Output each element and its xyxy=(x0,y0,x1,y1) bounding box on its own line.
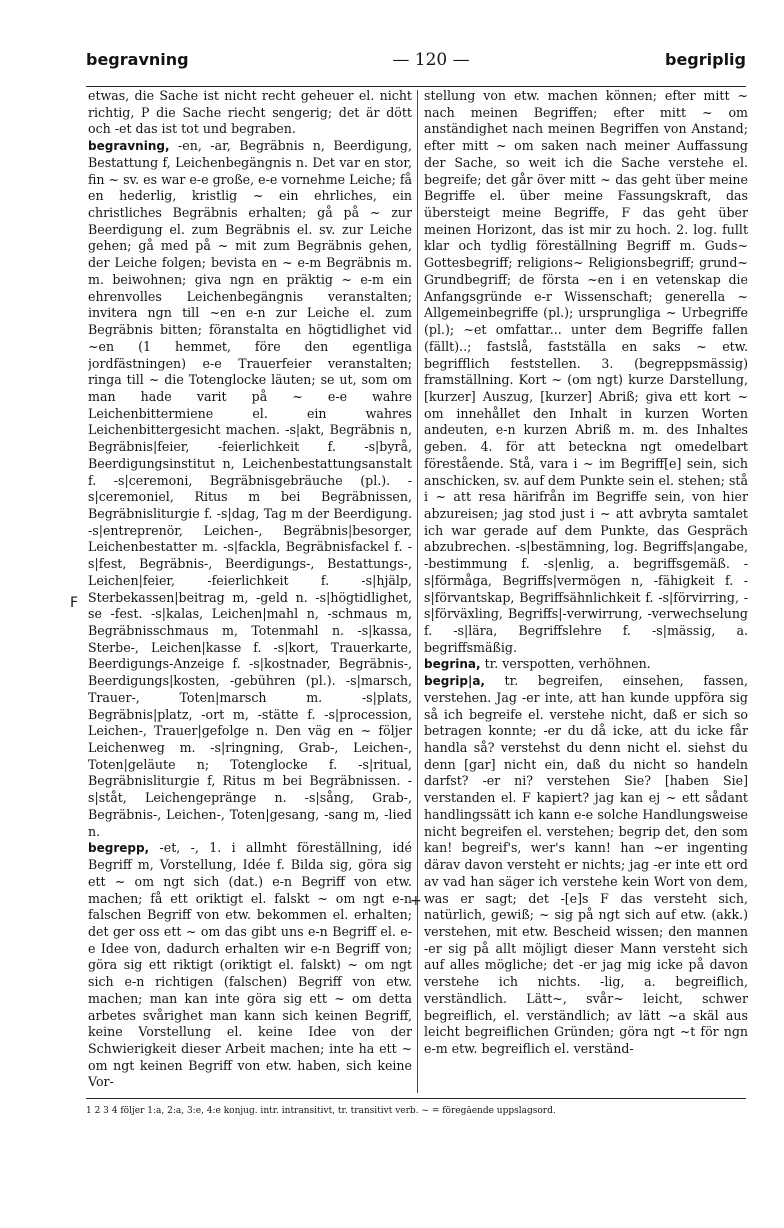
dictionary-entry xyxy=(88,88,412,138)
dictionary-entry xyxy=(424,673,748,1058)
abbreviation-key-footer: 1 2 3 4 följer 1:a, 2:a, 3:e, 4:e konjug. intr. intransitivt, tr. transitivt verb. ~ = föregående uppslagsord. xyxy=(86,1106,556,1116)
entry-text: etwas, die Sache ist nicht recht geheuer el. nicht richtig, P die Sache riecht sengerig; det är dött och -et das ist tot und begraben. xyxy=(88,88,412,137)
dictionary-entry xyxy=(424,656,748,673)
page-header xyxy=(86,46,746,82)
dictionary-entry xyxy=(88,840,412,1091)
margin-mark-right: + xyxy=(410,893,422,909)
header-rule xyxy=(86,86,746,87)
column-divider xyxy=(417,90,418,1093)
entry-text: tr. verspotten, verhöhnen. xyxy=(484,656,651,672)
left-column xyxy=(88,88,412,1096)
footer-rule xyxy=(86,1098,746,1099)
header-guide-word-left: begravning xyxy=(86,50,189,69)
entry-text: -et, -, 1. i allmht föreställning, idé Begriff m, Vorstellung, Idée f. Bilda sig, göra sig ett ~ om ngt sich (dat.) e-n Begriff von etw. machen; få ett oriktigt el. falskt ~ om ngt e-n falschen Begriff von etw. bekommen el. erhalten; det ger oss ett ~ om das gibt uns e-n Begriff el. e-e Idee von, dadurch erhalten wir e-n Begriff von; göra sig ett riktigt (oriktigt el. falskt) ~ om ngt sich e-n richtigen (falschen) Begriff von etw. machen; man kan inte göra sig ett ~ om detta arbetes svårighet man kann sich keinen Begriff, keine Vorstellung el. keine Idee von der Schwierigkeit dieser Arbeit machen; inte ha ett ~ om ngt keinen Begriff von etw. haben, sich keine Vor- xyxy=(88,840,412,1090)
header-page-number: — 120 — xyxy=(392,50,470,70)
entry-headword: begrip|a, xyxy=(424,674,485,689)
entry-text: tr. begreifen, einsehen, fassen, verstehen. Jag -er inte, att han kunde uppföra sig så ich begreife el. verstehe nicht, daß er sich so betragen konnte; -er du då icke, att du icke får handla så? verstehst du denn nicht el. siehst du denn [gar] nicht ein, daß du nicht so handeln darfst? -er ni? verstehen Sie? [haben Sie] verstanden el. F kapiert? jag kan ej ~ ett sådant handlingssätt ich kann e-e solche Handlungsweise nicht begreifen el. verstehen; begrip det, den som kan! begreif's, wer's kann! han ~er ingenting därav davon versteht er nichts; jag -er inte ett ord av vad han säger ich verstehe kein Wort von dem, was er sagt; det -[e]s F das versteht sich, natürlich, gewiß; ~ sig på ngt sich auf etw. (akk.) verstehen, mit etw. Bescheid wissen; den mannen -er sig på allt möjligt dieser Mann versteht sich auf alles mögliche; det -er jag mig icke på davon verstehe ich nichts. -lig, a. begreiflich, verständlich. Lätt~, svår~ leicht, schwer begreiflich, el. verständlich; av lätt ~a skäl aus leicht begreiflichen Gründen; göra ngt ~t för ngn e-m etw. begreiflich el. verständ- xyxy=(424,673,748,1056)
right-column xyxy=(424,88,748,1096)
entry-text: stellung von etw. machen können; efter mitt ~ nach meinen Begriffen; efter mitt ~ om anständighet nach meinen Begriffen von Anstand; efter mitt ~ om saken nach meiner Auffassung der Sache, so weit ich die Sache verstehe el. begreife; det går över mitt ~ das geht über meine Begriffe el. über meine Fassungskraft, das übersteigt meine Begriffe, F das geht über meinen Horizont, das ist mir zu hoch. 2. log. fullt klar och tydlig föreställning Begriff m. Guds~ Gottesbegriff; religions~ Religionsbegriff; grund~ Grundbegriff; de första ~en i en vetenskap die Anfangsgründe e-r Wissenschaft; generella ~ Allgemeinbegriffe (pl.); ursprungliga ~ Urbegriffe (pl.); ~et omfattar... unter dem Begriffe fallen (fällt)..; fastslå, fastställa en saks ~ etw. begrifflich feststellen. 3. (begreppsmässig) framställning. Kort ~ (om ngt) kurze Darstellung, [kurzer] Auszug, [kurzer] Abriß; giva ett kort ~ om innehållet den Inhalt in kurzen Worten andeuten, e-n kurzen Abriß m. m. des Inhaltes geben. 4. för att beteckna ngt omedelbart förestående. Stå, vara i ~ im Begriff[e] sein, sich anschicken, sv. auf dem Punkte sein el. stehen; stå i ~ att resa härifrån im Begriffe sein, von hier abzureisen; jag stod just i ~ att avbryta samtalet ich war gerade auf dem Punkte, das Gespräch abzubrechen. -s|bestämning, log. Begriffs|angabe, -bestimmung f. -s|enlig, a. begriffsgemäß. -s|förmåga, Begriffs|vermögen n, -fähigkeit f. -s|förvantskap, Begriffsähnlichkeit f. -s|förvirring, -s|förväxling, Begriffs|-verwirrung, -verwechselung f. -s|lära, Begriffslehre f. -s|mässig, a. begriffsmäßig. xyxy=(424,88,748,655)
entry-headword: begrepp, xyxy=(88,841,150,856)
dictionary-entry xyxy=(88,138,412,840)
entry-headword: begrina, xyxy=(424,657,481,672)
dictionary-entry xyxy=(424,88,748,656)
entry-headword: begravning, xyxy=(88,139,170,154)
margin-mark-left: F xyxy=(70,595,79,611)
entry-text: -en, -ar, Begräbnis n, Beerdigung, Bestattung f, Leichenbegängnis n. Det var en stor, fin ~ sv. es war e-e große, e-e vornehme Leiche; få en hederlig, kristlig ~ ein ehrliches, ein christliches Begräbnis erhalten; gå på ~ zur Beerdigung el. zum Begräbnis el. sv. zur Leiche gehen; gå med på ~ mit zum Begräbnis gehen, der Leiche folgen; bevista en ~ e-m Begräbnis m. m. beiwohnen; giva ngn en präktig ~ e-m ein ehrenvolles Leichenbegängnis veranstalten; invitera ngn till ~en e-n zur Leiche el. zum Begräbnis bitten; föranstalta en högtidlighet vid ~en (1 hemmet, före den egentliga jordfästningen) e-e Trauerfeier veranstalten; ringa till ~ die Totenglocke läuten; se ut, som om man hade varit på ~ e-e wahre Leichenbittermiene el. ein wahres Leichenbittergesicht machen. -s|akt, Begräbnis n, Begräbnis|feier, -feierlichkeit f. -s|byrå, Beerdigungsinstitut n, Leichenbestattungsanstalt f. -s|ceremoni, Begräbnisgebräuche (pl.). -s|ceremoniel, Ritus m bei Begräbnissen, Begräbnisliturgie f. -s|dag, Tag m der Beerdigung. -s|entreprenör, Leichen-, Begräbnis|besorger, Leichenbestatter m. -s|fackla, Begräbnisfackel f. -s|fest, Begräbnis-, Beerdigungs-, Bestattungs-, Leichen|feier, -feierlichkeit f. -s|hjälp, Sterbekassen|beitrag m, -geld n. -s|högtidlighet, se -fest. -s|kalas, Leichen|mahl n, -schmaus m, Begräbnisschmaus m, Totenmahl n. -s|kassa, Sterbe-, Leichen|kasse f. -s|kort, Trauerkarte, Beerdigungs-Anzeige f. -s|kostnader, Begräbnis-, Beerdigungs|kosten, -gebühren (pl.). -s|marsch, Trauer-, Toten|marsch m. -s|plats, Begräbnis|platz, -ort m, -stätte f. -s|procession, Leichen-, Trauer|gefolge n. Den väg en ~ följer Leichenweg m. -s|ringning, Grab-, Leichen-, Toten|geläute n; Totenglocke f. -s|ritual, Begräbnisliturgie f, Ritus m bei Begräbnissen. -s|ståt, Leichengepränge n. -s|sång, Grab-, Begräbnis-, Leichen-, Toten|gesang, -sang m, -lied n. xyxy=(88,138,412,839)
header-guide-word-right: begriplig xyxy=(664,50,746,69)
